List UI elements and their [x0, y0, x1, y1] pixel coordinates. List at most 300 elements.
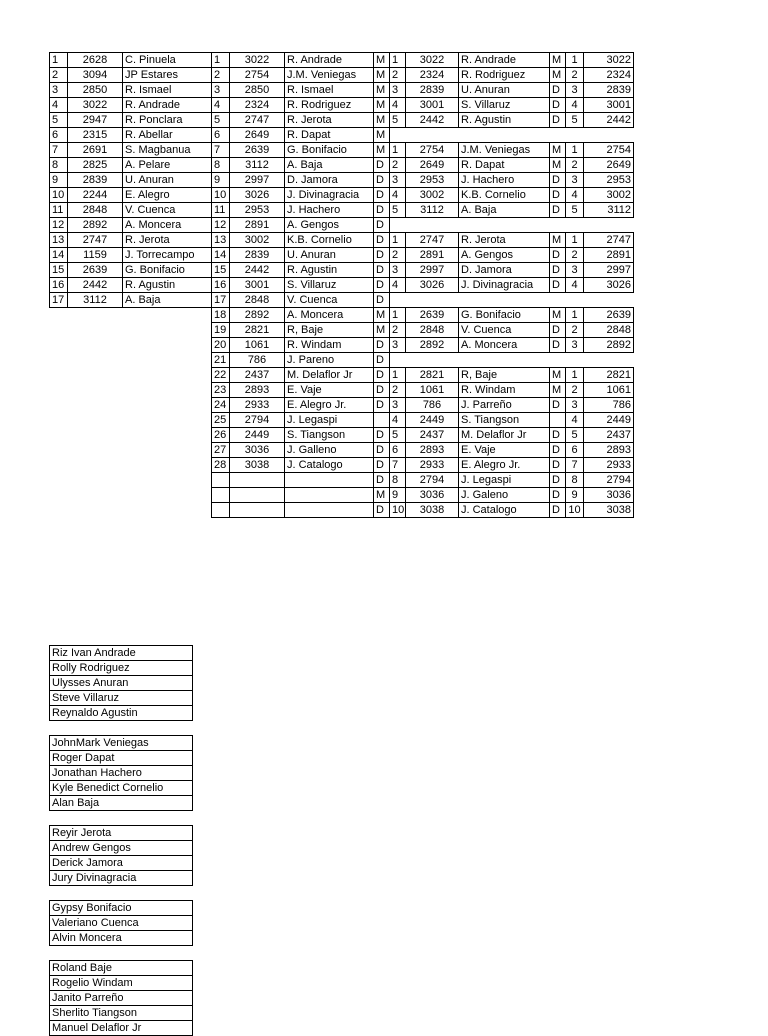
full-names-list [49, 960, 193, 1036]
category-cell: M [550, 143, 566, 158]
player-name-cell: R. Andrade [459, 53, 550, 68]
rating-cell: 2848 [230, 293, 285, 308]
table-row [390, 263, 634, 278]
table-row [50, 128, 212, 143]
player-name-cell [285, 488, 374, 503]
player-name-cell: E. Alegro Jr. [285, 398, 374, 413]
seat-number: 2 [566, 383, 584, 398]
seat-number: 10 [566, 503, 584, 518]
category-cell: D [374, 398, 390, 413]
player-name-cell: S. Villaruz [285, 278, 374, 293]
rank-number: 19 [212, 323, 230, 338]
table-row [50, 113, 212, 128]
category-cell: M [374, 113, 390, 128]
seat-number: 3 [390, 338, 406, 353]
row-number: 5 [50, 113, 68, 128]
category-cell: D [374, 173, 390, 188]
row-number: 2 [50, 68, 68, 83]
table-row [50, 263, 212, 278]
table-row [50, 218, 212, 233]
category-cell: M [550, 308, 566, 323]
table-row [50, 278, 212, 293]
player-name-cell: J. Divinagracia [459, 278, 550, 293]
rating-cell: 2891 [584, 248, 634, 263]
rating-cell: 2649 [230, 128, 285, 143]
rating-cell: 3026 [584, 278, 634, 293]
row-number: 6 [50, 128, 68, 143]
rating-cell: 2754 [584, 143, 634, 158]
row-number: 17 [50, 293, 68, 308]
table-row [212, 323, 390, 338]
rating-cell: 3038 [584, 503, 634, 518]
rating-cell: 2747 [406, 233, 459, 248]
seat-number: 5 [566, 203, 584, 218]
rank-number: 20 [212, 338, 230, 353]
seat-number: 4 [390, 413, 406, 428]
rank-number: 17 [212, 293, 230, 308]
table-row [212, 188, 390, 203]
category-cell: D [550, 443, 566, 458]
category-cell: D [550, 248, 566, 263]
rating-cell: 2437 [584, 428, 634, 443]
list-item [50, 961, 193, 976]
table-row [212, 128, 390, 143]
category-cell: M [374, 53, 390, 68]
rating-cell: 2839 [68, 173, 123, 188]
table-row [50, 158, 212, 173]
rating-cell: 1061 [406, 383, 459, 398]
seat-number: 3 [566, 173, 584, 188]
seat-number: 2 [390, 248, 406, 263]
list-item [50, 706, 193, 721]
seat-number: 5 [390, 113, 406, 128]
rating-cell: 3026 [230, 188, 285, 203]
team-table [389, 232, 634, 293]
rating-cell: 2628 [68, 53, 123, 68]
list-item [50, 1021, 193, 1036]
row-number: 11 [50, 203, 68, 218]
seat-number: 2 [390, 68, 406, 83]
full-name-cell: Sherlito Tiangson [50, 1006, 193, 1021]
category-cell: D [374, 338, 390, 353]
rating-cell: 3001 [230, 278, 285, 293]
rating-cell: 2891 [406, 248, 459, 263]
category-cell: D [550, 488, 566, 503]
table-row [390, 158, 634, 173]
table-row [390, 248, 634, 263]
full-name-cell: Alvin Moncera [50, 931, 193, 946]
category-cell: M [374, 83, 390, 98]
rating-cell [230, 488, 285, 503]
table-row [212, 443, 390, 458]
category-cell [550, 413, 566, 428]
rating-cell: 2821 [584, 368, 634, 383]
rank-number: 6 [212, 128, 230, 143]
seat-number: 1 [390, 143, 406, 158]
player-name-cell: G. Bonifacio [123, 263, 212, 278]
full-name-cell: Andrew Gengos [50, 841, 193, 856]
player-name-cell: J. Galleno [285, 443, 374, 458]
rank-number: 1 [212, 53, 230, 68]
category-cell: D [550, 473, 566, 488]
rating-cell: 2891 [230, 218, 285, 233]
category-cell: D [550, 83, 566, 98]
seat-number: 3 [390, 173, 406, 188]
seat-number: 4 [566, 278, 584, 293]
rating-cell: 3001 [406, 98, 459, 113]
rating-cell: 3112 [230, 158, 285, 173]
full-name-cell: Riz Ivan Andrade [50, 646, 193, 661]
table-row [50, 68, 212, 83]
player-name-cell: A. Moncera [285, 308, 374, 323]
rating-cell: 2892 [584, 338, 634, 353]
seat-number: 8 [390, 473, 406, 488]
table-row [390, 173, 634, 188]
seat-number: 9 [566, 488, 584, 503]
player-name-cell: A. Baja [459, 203, 550, 218]
table-row [212, 98, 390, 113]
rank-number: 25 [212, 413, 230, 428]
seat-number: 6 [566, 443, 584, 458]
rating-cell: 2953 [406, 173, 459, 188]
table-row [390, 428, 634, 443]
category-cell: D [550, 323, 566, 338]
table-row [212, 248, 390, 263]
seat-number: 1 [390, 53, 406, 68]
table-row [212, 503, 390, 518]
rating-cell: 2747 [230, 113, 285, 128]
player-name-cell: K.B. Cornelio [285, 233, 374, 248]
team-table [389, 307, 634, 353]
seat-number: 10 [390, 503, 406, 518]
player-name-cell: S. Tiangson [285, 428, 374, 443]
rating-cell: 2794 [584, 473, 634, 488]
seat-number: 3 [566, 398, 584, 413]
row-number: 1 [50, 53, 68, 68]
player-name-cell: R. Ismael [123, 83, 212, 98]
category-cell: D [374, 368, 390, 383]
rating-cell: 2893 [230, 383, 285, 398]
rating-cell: 1061 [584, 383, 634, 398]
rating-cell: 2997 [230, 173, 285, 188]
player-name-cell: R. Agustin [123, 278, 212, 293]
table-row [390, 98, 634, 113]
table-row [212, 173, 390, 188]
rating-cell: 3112 [406, 203, 459, 218]
full-names-list [49, 645, 193, 721]
rating-cell: 2639 [68, 263, 123, 278]
rating-cell: 2892 [68, 218, 123, 233]
table-row [390, 413, 634, 428]
rating-cell: 2639 [584, 308, 634, 323]
table-row [212, 158, 390, 173]
row-number: 3 [50, 83, 68, 98]
player-name-cell: C. Pinuela [123, 53, 212, 68]
full-name-cell: Valeriano Cuenca [50, 916, 193, 931]
table-row [212, 413, 390, 428]
category-cell: D [374, 458, 390, 473]
ranked-table [211, 52, 390, 518]
seat-number: 2 [390, 383, 406, 398]
list-item [50, 751, 193, 766]
seat-number: 1 [390, 233, 406, 248]
rank-number: 22 [212, 368, 230, 383]
table-row [390, 203, 634, 218]
player-name-cell: R. Ismael [285, 83, 374, 98]
rating-cell: 2442 [584, 113, 634, 128]
rating-cell: 3112 [68, 293, 123, 308]
player-name-cell: V. Cuenca [123, 203, 212, 218]
row-number: 7 [50, 143, 68, 158]
rating-cell: 2821 [230, 323, 285, 338]
table-row [390, 473, 634, 488]
list-item [50, 901, 193, 916]
seat-number: 1 [390, 368, 406, 383]
rating-cell: 2893 [584, 443, 634, 458]
rating-cell: 2747 [584, 233, 634, 248]
row-number: 14 [50, 248, 68, 263]
rank-number: 13 [212, 233, 230, 248]
player-name-cell: R. Agustin [459, 113, 550, 128]
rating-cell: 2997 [584, 263, 634, 278]
player-name-cell: S. Magbanua [123, 143, 212, 158]
team-table [389, 367, 634, 518]
table-row [212, 353, 390, 368]
rank-number: 5 [212, 113, 230, 128]
rating-cell [230, 503, 285, 518]
seat-number: 5 [390, 203, 406, 218]
rating-cell: 3036 [406, 488, 459, 503]
list-item [50, 826, 193, 841]
rating-cell: 2244 [68, 188, 123, 203]
category-cell: D [374, 188, 390, 203]
player-name-cell: A. Gengos [285, 218, 374, 233]
seat-number: 9 [390, 488, 406, 503]
player-name-cell: R. Windam [285, 338, 374, 353]
rating-cell: 1159 [68, 248, 123, 263]
rating-cell: 2933 [406, 458, 459, 473]
seat-number: 1 [390, 308, 406, 323]
rating-cell: 2315 [68, 128, 123, 143]
rating-cell: 3036 [230, 443, 285, 458]
category-cell: M [550, 383, 566, 398]
rating-cell: 2850 [230, 83, 285, 98]
rating-cell: 2825 [68, 158, 123, 173]
table-row [50, 203, 212, 218]
rating-cell: 2649 [406, 158, 459, 173]
row-number: 12 [50, 218, 68, 233]
rating-cell: 2437 [406, 428, 459, 443]
category-cell: D [374, 278, 390, 293]
table-row [390, 143, 634, 158]
category-cell [374, 413, 390, 428]
list-item [50, 1006, 193, 1021]
player-name-cell: R. Rodriguez [459, 68, 550, 83]
player-name-cell: R. Dapat [285, 128, 374, 143]
category-cell: M [550, 68, 566, 83]
table-row [390, 488, 634, 503]
category-cell: D [550, 263, 566, 278]
player-name-cell: M. Delaflor Jr [285, 368, 374, 383]
player-name-cell: J. Legaspi [459, 473, 550, 488]
player-name-cell: J.M. Veniegas [459, 143, 550, 158]
table-row [212, 53, 390, 68]
category-cell: D [374, 293, 390, 308]
seat-number: 7 [566, 458, 584, 473]
player-name-cell: R. Jerota [459, 233, 550, 248]
seat-number: 4 [566, 188, 584, 203]
table-row [212, 368, 390, 383]
player-name-cell: R. Rodriguez [285, 98, 374, 113]
table-row [50, 143, 212, 158]
rating-cell: 2850 [68, 83, 123, 98]
table-row [212, 113, 390, 128]
rating-cell: 2821 [406, 368, 459, 383]
player-name-cell: E. Vaje [459, 443, 550, 458]
player-name-cell: S. Tiangson [459, 413, 550, 428]
rating-cell: 2839 [584, 83, 634, 98]
rating-cell: 2324 [584, 68, 634, 83]
table-row [50, 233, 212, 248]
list-item [50, 676, 193, 691]
seat-number: 2 [390, 323, 406, 338]
rating-cell: 3002 [230, 233, 285, 248]
row-number: 8 [50, 158, 68, 173]
table-row [390, 113, 634, 128]
rank-number: 18 [212, 308, 230, 323]
player-name-cell: V. Cuenca [459, 323, 550, 338]
rating-cell: 2893 [406, 443, 459, 458]
category-cell: D [550, 173, 566, 188]
rank-number: 16 [212, 278, 230, 293]
rating-cell: 2892 [406, 338, 459, 353]
table-row [390, 278, 634, 293]
seat-number: 2 [566, 323, 584, 338]
player-name-cell: U. Anuran [285, 248, 374, 263]
table-row [212, 458, 390, 473]
seat-number: 3 [566, 83, 584, 98]
seat-number: 1 [566, 143, 584, 158]
player-name-cell: E. Alegro Jr. [459, 458, 550, 473]
category-cell: D [374, 158, 390, 173]
category-cell: D [374, 353, 390, 368]
seat-number: 4 [390, 98, 406, 113]
table-row [212, 83, 390, 98]
full-names-list [49, 735, 193, 811]
list-item [50, 646, 193, 661]
list-item [50, 931, 193, 946]
seat-number: 4 [390, 188, 406, 203]
rating-cell: 2953 [230, 203, 285, 218]
rating-cell: 2997 [406, 263, 459, 278]
rank-number: 14 [212, 248, 230, 263]
roster-table [49, 52, 212, 308]
rating-cell: 3038 [406, 503, 459, 518]
player-name-cell: J. Catalogo [285, 458, 374, 473]
player-name-cell: K.B. Cornelio [459, 188, 550, 203]
table-row [390, 398, 634, 413]
rating-cell: 1061 [230, 338, 285, 353]
table-row [212, 218, 390, 233]
player-name-cell: J. Hachero [459, 173, 550, 188]
rating-cell: 2839 [230, 248, 285, 263]
rank-number: 15 [212, 263, 230, 278]
table-row [212, 263, 390, 278]
table-row [212, 308, 390, 323]
category-cell: D [550, 188, 566, 203]
rank-number: 7 [212, 143, 230, 158]
full-name-cell: Jonathan Hachero [50, 766, 193, 781]
player-name-cell: J. Hachero [285, 203, 374, 218]
full-name-cell: Kyle Benedict Cornelio [50, 781, 193, 796]
table-row [50, 98, 212, 113]
list-item [50, 766, 193, 781]
full-name-cell: Janito Parreño [50, 991, 193, 1006]
player-name-cell: J. Galeno [459, 488, 550, 503]
table-row [50, 293, 212, 308]
category-cell: M [550, 368, 566, 383]
rank-number: 27 [212, 443, 230, 458]
player-name-cell: JP Estares [123, 68, 212, 83]
table-row [212, 143, 390, 158]
table-row [390, 503, 634, 518]
category-cell: D [374, 263, 390, 278]
list-item [50, 691, 193, 706]
category-cell: D [550, 503, 566, 518]
player-name-cell: D. Jamora [285, 173, 374, 188]
rank-number: 8 [212, 158, 230, 173]
category-cell: D [374, 383, 390, 398]
list-item [50, 736, 193, 751]
rating-cell: 2442 [68, 278, 123, 293]
rating-cell: 2442 [230, 263, 285, 278]
seat-number: 2 [566, 158, 584, 173]
list-item [50, 856, 193, 871]
rating-cell: 2794 [230, 413, 285, 428]
category-cell: M [374, 98, 390, 113]
full-name-cell: Derick Jamora [50, 856, 193, 871]
seat-number: 5 [566, 428, 584, 443]
table-row [212, 428, 390, 443]
player-name-cell: J. Divinagracia [285, 188, 374, 203]
rating-cell: 2639 [406, 308, 459, 323]
player-name-cell: A. Pelare [123, 158, 212, 173]
table-row [50, 53, 212, 68]
full-name-cell: Roland Baje [50, 961, 193, 976]
team-table [389, 52, 634, 128]
player-name-cell: A. Moncera [459, 338, 550, 353]
rank-number: 3 [212, 83, 230, 98]
player-name-cell: E. Alegro [123, 188, 212, 203]
rank-number: 24 [212, 398, 230, 413]
category-cell: D [550, 398, 566, 413]
seat-number: 1 [566, 53, 584, 68]
rank-number: 9 [212, 173, 230, 188]
row-number: 10 [50, 188, 68, 203]
seat-number: 3 [566, 338, 584, 353]
rating-cell: 3022 [68, 98, 123, 113]
list-item [50, 991, 193, 1006]
full-name-cell: Gypsy Bonifacio [50, 901, 193, 916]
player-name-cell: D. Jamora [459, 263, 550, 278]
rating-cell: 2449 [406, 413, 459, 428]
table-row [212, 68, 390, 83]
list-item [50, 976, 193, 991]
seat-number: 4 [390, 278, 406, 293]
table-row [390, 68, 634, 83]
rating-cell: 2933 [584, 458, 634, 473]
category-cell: M [374, 323, 390, 338]
